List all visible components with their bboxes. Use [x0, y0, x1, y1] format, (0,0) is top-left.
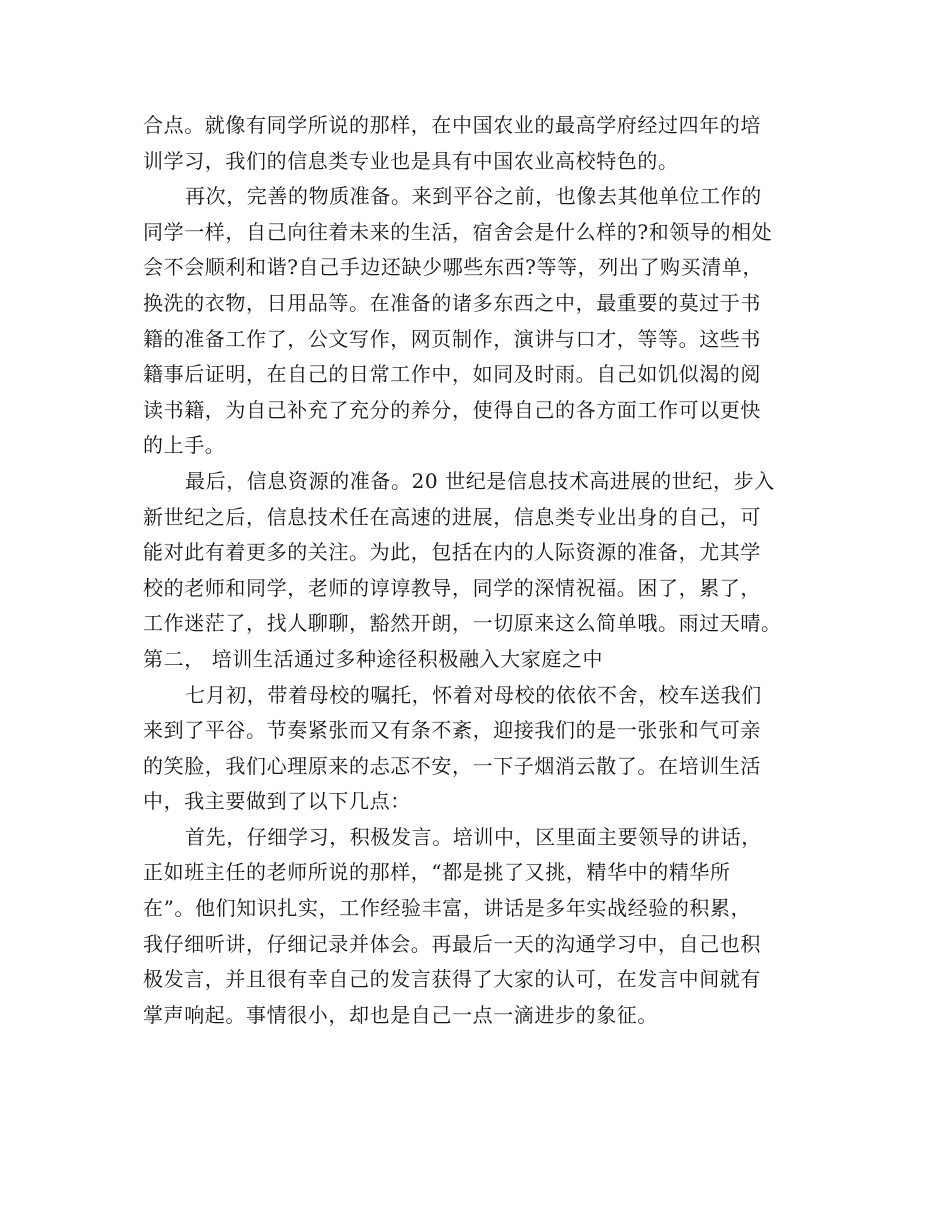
text-line: 来到了平谷。节奏紧张而又有条不紊，迎接我们的是一张张和气可亲	[143, 718, 761, 743]
text-line: 读书籍，为自己补充了充分的养分，使得自己的各方面工作可以更快	[143, 397, 761, 422]
text-line: 的上手。	[143, 433, 226, 458]
section-heading: 第二， 培训生活通过多种途径积极融入大家庭之中	[143, 646, 604, 671]
paragraph-start-line: 最后，信息资源的准备。20 世纪是信息技术高进展的世纪，步入	[185, 468, 775, 493]
text-line: 工作迷茫了，找人聊聊，豁然开朗，一切原来这么简单哦。雨过天晴。	[143, 611, 782, 636]
text-line: 籍的准备工作了，公文写作，网页制作，演讲与口才，等等。这些书	[143, 326, 761, 351]
text-line: 同学一样，自己向往着未来的生活，宿舍会是什么样的?和领导的相处	[143, 219, 773, 244]
paragraph-start-line: 首先，仔细学习，积极发言。培训中，区里面主要领导的讲话，	[185, 824, 762, 849]
text-line: 能对此有着更多的关注。为此，包括在内的人际资源的准备，尤其学	[143, 540, 761, 565]
text-line: 籍事后证明，在自己的日常工作中，如同及时雨。自己如饥似渴的阅	[143, 362, 761, 387]
text-line: 掌声响起。事情很小，却也是自己一点一滴进步的象征。	[143, 1002, 658, 1027]
text-line: 会不会顺利和谐?自己手边还缺少哪些东西?等等，列出了购买清单，	[143, 255, 764, 280]
text-line: 换洗的衣物，日用品等。在准备的诸多东西之中，最重要的莫过于书	[143, 290, 761, 315]
text-line: 我仔细听讲，仔细记录并体会。再最后一天的沟通学习中，自己也积	[143, 931, 761, 956]
text-line: 正如班主任的老师所说的那样，“都是挑了又挑，精华中的精华所	[143, 860, 731, 885]
text-line: 在”。他们知识扎实，工作经验丰富，讲话是多年实战经验的积累，	[143, 896, 752, 921]
text-line: 合点。就像有同学所说的那样，在中国农业的最高学府经过四年的培	[143, 113, 761, 137]
document-body	[143, 108, 811, 1033]
text-line: 中，我主要做到了以下几点：	[143, 789, 411, 814]
text-line: 极发言，并且很有幸自己的发言获得了大家的认可，在发言中间就有	[143, 967, 761, 992]
paragraph-start-line: 再次，完善的物质准备。来到平谷之前，也像去其他单位工作的	[185, 184, 762, 209]
paragraph-start-line: 七月初，带着母校的嘱托，怀着对母校的依依不舍，校车送我们	[185, 682, 762, 707]
text-line: 的笑脸，我们心理原来的忐忑不安，一下子烟消云散了。在培训生活	[143, 753, 761, 778]
text-line: 校的老师和同学，老师的谆谆教导，同学的深情祝福。困了，累了，	[143, 575, 761, 600]
text-line: 新世纪之后，信息技术任在高速的进展，信息类专业出身的自己，可	[143, 504, 761, 529]
text-line: 训学习，我们的信息类专业也是具有中国农业高校特色的。	[143, 148, 679, 173]
